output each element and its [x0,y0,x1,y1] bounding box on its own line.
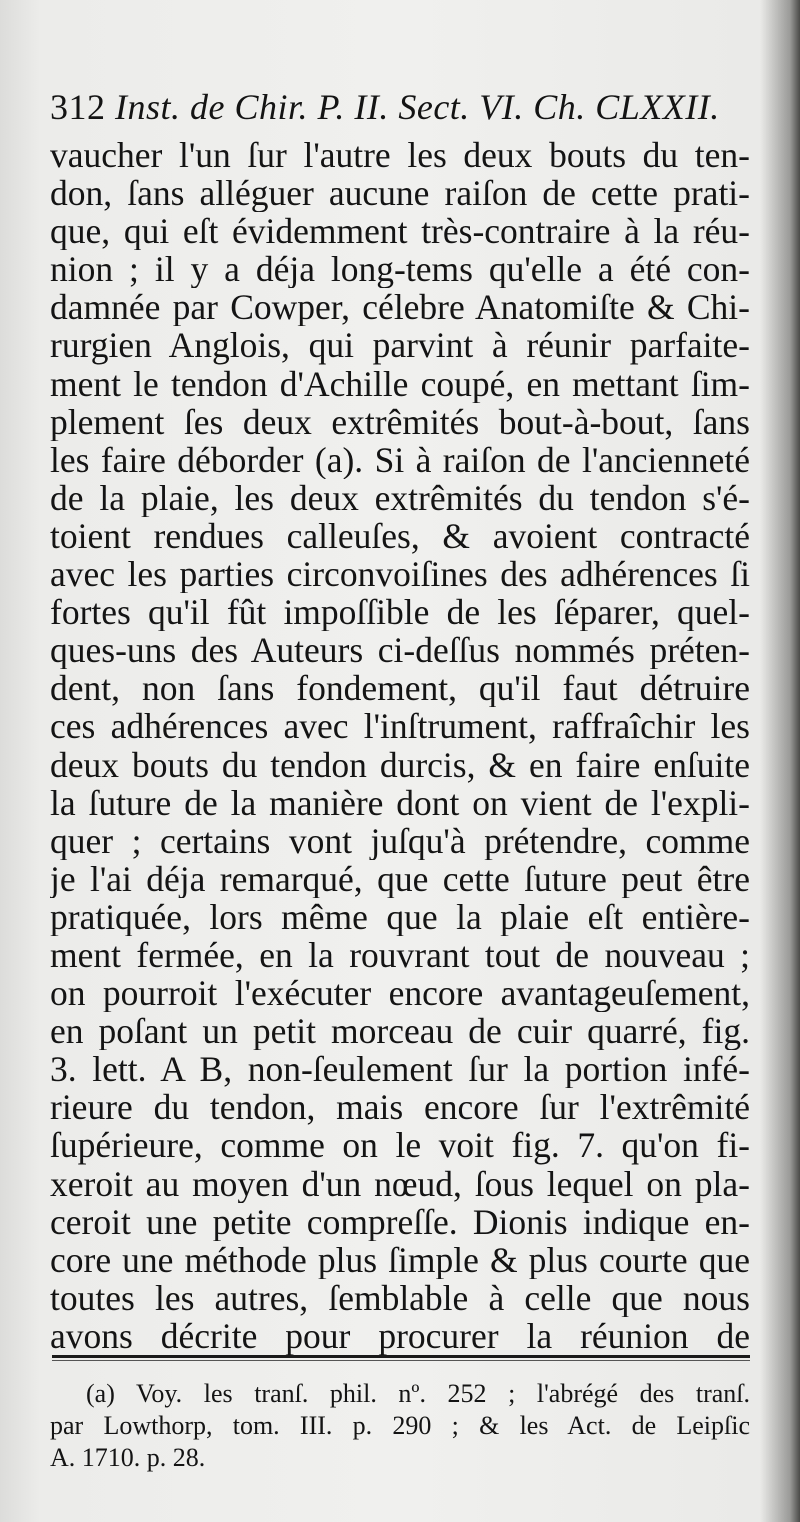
text-line: pratiquée, lors même que la plaie eſt entière- [50,897,750,936]
text-line: quer ; certains vont juſqu'à prétendre, comme [50,821,750,860]
text-line: dent, non ſans fondement, qu'il faut détruire [50,669,750,708]
text-line: rurgien Anglois, qui parvint à réunir parfaite- [50,326,750,365]
text-line: damnée par Cowper, célebre Anatomiſte & Chi- [50,288,750,327]
text-line: en poſant un petit morceau de cuir quarré, fig. [50,1012,750,1051]
text-line: ment fermée, en la rouvrant tout de nouveau ; [50,935,750,975]
footnotes [50,1378,750,1474]
page-number: 312 [50,87,106,127]
text-line: ceroit une petite compreſſe. Dionis indique en- [50,1202,750,1241]
text-line: fortes qu'il fût impoſſible de les ſéparer, quel- [50,593,750,632]
text-line: don, ſans alléguer aucune raiſon de cette prati- [50,174,750,213]
text-line: avec les parties circonvoiſines des adhérences ſi [50,555,750,594]
text-line: ſupérieure, comme on le voit fig. 7. qu'on fi- [50,1126,750,1165]
running-title: Inst. de Chir. P. II. Sect. VI. Ch. CLXXII. [115,87,720,127]
text-line: je l'ai déja remarqué, que cette ſuture peut être [50,859,750,898]
footnote-rule-thin [52,1360,750,1361]
text-line: vaucher l'un ſur l'autre les deux bouts du ten- [50,136,750,175]
text-line: on pourroit l'exécuter encore avantageuſement, [50,974,750,1013]
text-line: les faire déborder (a). Si à raiſon de l'ancienneté [50,440,750,479]
text-line: nion ; il y a déja long-tems qu'elle a été con- [50,250,750,289]
text-line: ment le tendon d'Achille coupé, en mettant ſim- [50,364,750,403]
text-line: plement ſes deux extrêmités bout-à-bout, ſans [50,402,750,441]
text-line: 3. lett. A B, non-ſeulement ſur la portion infé- [50,1050,750,1089]
text-line: rieure du tendon, mais encore ſur l'extrêmité [50,1088,750,1127]
page-header [50,86,750,128]
text-line: ques-uns des Auteurs ci-deſſus nommés préten- [50,631,750,670]
footnote-line: A. 1710. p. 28. [50,1443,206,1472]
text-line: de la plaie, les deux extrêmités du tendon s'é- [50,478,750,517]
footnote-rule [52,1355,750,1358]
text-line: deux bouts du tendon durcis, & en faire enſuite [50,745,750,784]
body-text [50,136,750,1355]
text-line: la ſuture de la manière dont on vient de l'expli- [50,783,750,822]
text-line: toutes les autres, ſemblable à celle que nous [50,1278,750,1317]
footnote-line: par Lowthorp, tom. III. p. 290 ; & les Act. de Leipſic [50,1411,750,1440]
text-line: avons décrite pour procurer la réunion de [50,1316,750,1355]
text-line: toient rendues calleuſes, & avoient contracté [50,516,750,556]
text-line: ces adhérences avec l'inſtrument, raffraîchir les [50,707,750,746]
text-line: xeroit au moyen d'un nœud, ſous lequel on pla- [50,1164,750,1203]
text-line: que, qui eſt évidemment très-contraire à la réu- [50,212,750,251]
footnote-line: (a) Voy. les tranſ. phil. nº. 252 ; l'abrégé des tranſ. [86,1379,750,1408]
text-line: core une méthode plus ſimple & plus courte que [50,1240,750,1279]
